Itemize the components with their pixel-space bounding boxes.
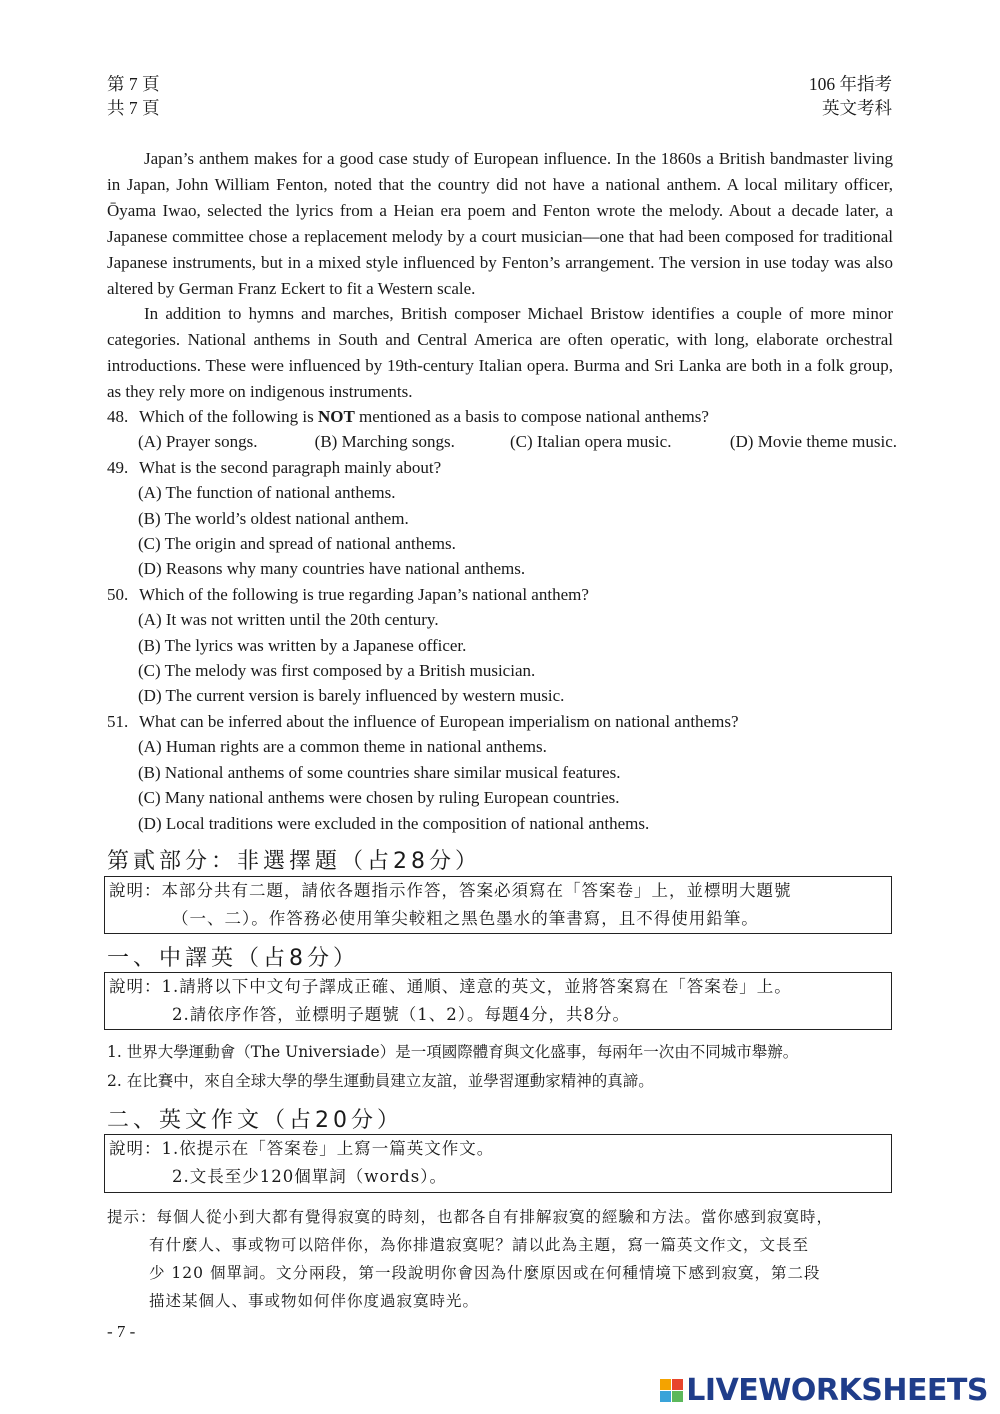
instruction-line: 說明：1.請將以下中文句子譯成正確、通順、達意的英文，並將答案寫在「答案卷」上。 (109, 977, 792, 996)
stem-emphasis: NOT (317, 407, 355, 426)
option-b[interactable]: (B) The lyrics was written by a Japanese officer. (138, 635, 467, 655)
stem-text: Which of the following is true regarding Japan’s national anthem? (139, 584, 589, 604)
logo-square (660, 1379, 671, 1390)
passage-paragraph-2: In addition to hymns and marches, British composer Michael Bristow identifies a couple of more minor categories. National anthems in South and Central America are often operatic, with long, elaborate orchestral introductions. These were influenced by 19th-century Italian opera. Burma and Sri Lanka are both in a folk group, as they rely more on indigenous instruments. (107, 304, 893, 402)
question-number: 50. (107, 584, 129, 604)
option-a[interactable]: (A) The function of national anthems. (138, 483, 396, 503)
hint-line: 提示：每個人從小到大都有覺得寂寞的時刻，也都各自有排解寂寞的經驗和方法。當你感到寂寞時， (107, 1208, 834, 1226)
translation-item-2: 2. 在比賽中，來自全球大學的學生運動員建立友誼，並學習運動家精神的真諦。 (107, 1072, 654, 1090)
option-a[interactable]: (A) Human rights are a common theme in national anthems. (138, 737, 547, 757)
page-header-right (809, 73, 892, 121)
exam-year-label: 106 年指考 (808, 74, 892, 94)
part2-instructions-box (104, 876, 892, 934)
question-stem (107, 709, 897, 734)
logo-square (672, 1379, 683, 1390)
logo-text: LIVEWORKSHEETS (686, 1373, 988, 1408)
option-a[interactable]: (A) Prayer songs. (138, 432, 258, 452)
question-48 (107, 404, 897, 455)
option-d[interactable]: (D) Movie theme music. (729, 432, 897, 452)
question-50 (107, 582, 897, 709)
logo-square (660, 1391, 671, 1402)
liveworksheets-logo[interactable] (660, 1373, 988, 1408)
question-49 (107, 455, 897, 582)
page-header-left (107, 73, 160, 121)
hint-line: 少 120 個單詞。文分兩段，第一段說明你會因為什麼原因或在何種情境下感到寂寞，第二段 (149, 1264, 821, 1282)
passage-paragraph-1: Japan’s anthem makes for a good case study of European influence. In the 1860s a British bandmaster living in Japan, John William Fenton, noted that the country did not have a national anthem. A local military officer, Ōyama Iwao, selected the lyrics from a Heian era poem and Fenton wrote the melody. About a decade later, a Japanese committee chose a replacement melody by a court musician—one that had been composed for traditional Japanese instruments, but in a mixed style influenced by Fenton’s arrangement. The version in use today was also altered by German Franz Eckert to fit a Western scale. (107, 149, 893, 298)
page-number-label: 第 7 頁 (107, 74, 160, 94)
option-b[interactable]: (B) National anthems of some countries share similar musical features. (138, 762, 621, 782)
part2-title: 第貳部分：非選擇題（占28分） (107, 849, 481, 874)
translation-title: 一、中譯英（占8分） (107, 946, 359, 971)
question-stem (107, 582, 897, 607)
logo-squares-icon (660, 1379, 683, 1402)
footer-page-number: - 7 - (107, 1322, 136, 1341)
logo-square (672, 1391, 683, 1402)
instruction-line: 2.請依序作答，並標明子題號（1、2）。每題4分，共8分。 (172, 1005, 630, 1024)
option-a[interactable]: (A) It was not written until the 20th century. (138, 610, 439, 630)
instruction-line: 說明：1.依提示在「答案卷」上寫一篇英文作文。 (109, 1139, 495, 1158)
option-b[interactable]: (B) Marching songs. (314, 432, 455, 452)
option-d[interactable]: (D) Local traditions were excluded in the composition of national anthems. (138, 813, 650, 833)
option-c[interactable]: (C) The melody was first composed by a British musician. (138, 661, 536, 681)
question-stem (107, 404, 897, 429)
option-d[interactable]: (D) Reasons why many countries have national anthems. (138, 559, 526, 579)
question-list (107, 404, 897, 836)
option-row (107, 429, 897, 454)
composition-hint (107, 1203, 897, 1315)
translation-instructions-box (104, 972, 892, 1030)
hint-line: 描述某個人、事或物如何伴你度過寂寞時光。 (149, 1292, 480, 1310)
stem-text: mentioned as a basis to compose national anthems? (354, 407, 709, 426)
reading-passage (107, 146, 893, 405)
instruction-line: 說明：本部分共有二題，請依各題指示作答，答案必須寫在「答案卷」上，並標明大題號 (109, 881, 792, 900)
question-51 (107, 709, 897, 836)
composition-instructions-box (104, 1134, 892, 1193)
stem-text: Which of the following is (139, 407, 318, 426)
translation-item-1: 1. 世界大學運動會（The Universiade）是一項國際體育與文化盛事，每兩年一次由不同城市舉辦。 (107, 1043, 799, 1061)
option-c[interactable]: (C) Italian opera music. (510, 432, 672, 452)
option-d[interactable]: (D) The current version is barely influenced by western music. (138, 686, 565, 706)
total-pages-label: 共 7 頁 (107, 98, 160, 118)
option-c[interactable]: (C) The origin and spread of national anthems. (138, 534, 456, 554)
exam-subject-label: 英文考科 (822, 98, 892, 118)
option-c[interactable]: (C) Many national anthems were chosen by ruling European countries. (138, 788, 620, 808)
stem-text: What is the second paragraph mainly about? (139, 457, 442, 477)
option-b[interactable]: (B) The world’s oldest national anthem. (138, 508, 409, 528)
question-number: 49. (107, 457, 129, 477)
question-number: 48. (107, 407, 129, 426)
question-stem (107, 455, 897, 480)
hint-line: 有什麼人、事或物可以陪伴你，為你排遣寂寞呢？請以此為主題，寫一篇英文作文，文長至 (149, 1236, 810, 1254)
composition-title: 二、英文作文（占20分） (107, 1108, 403, 1133)
instruction-line: 2.文長至少120個單詞（words）。 (172, 1167, 447, 1186)
stem-text: What can be inferred about the influence of European imperialism on national anthems? (139, 711, 739, 731)
instruction-line: （一、二）。作答務必使用筆尖較粗之黑色墨水的筆書寫，且不得使用鉛筆。 (172, 909, 759, 928)
question-number: 51. (107, 711, 129, 731)
